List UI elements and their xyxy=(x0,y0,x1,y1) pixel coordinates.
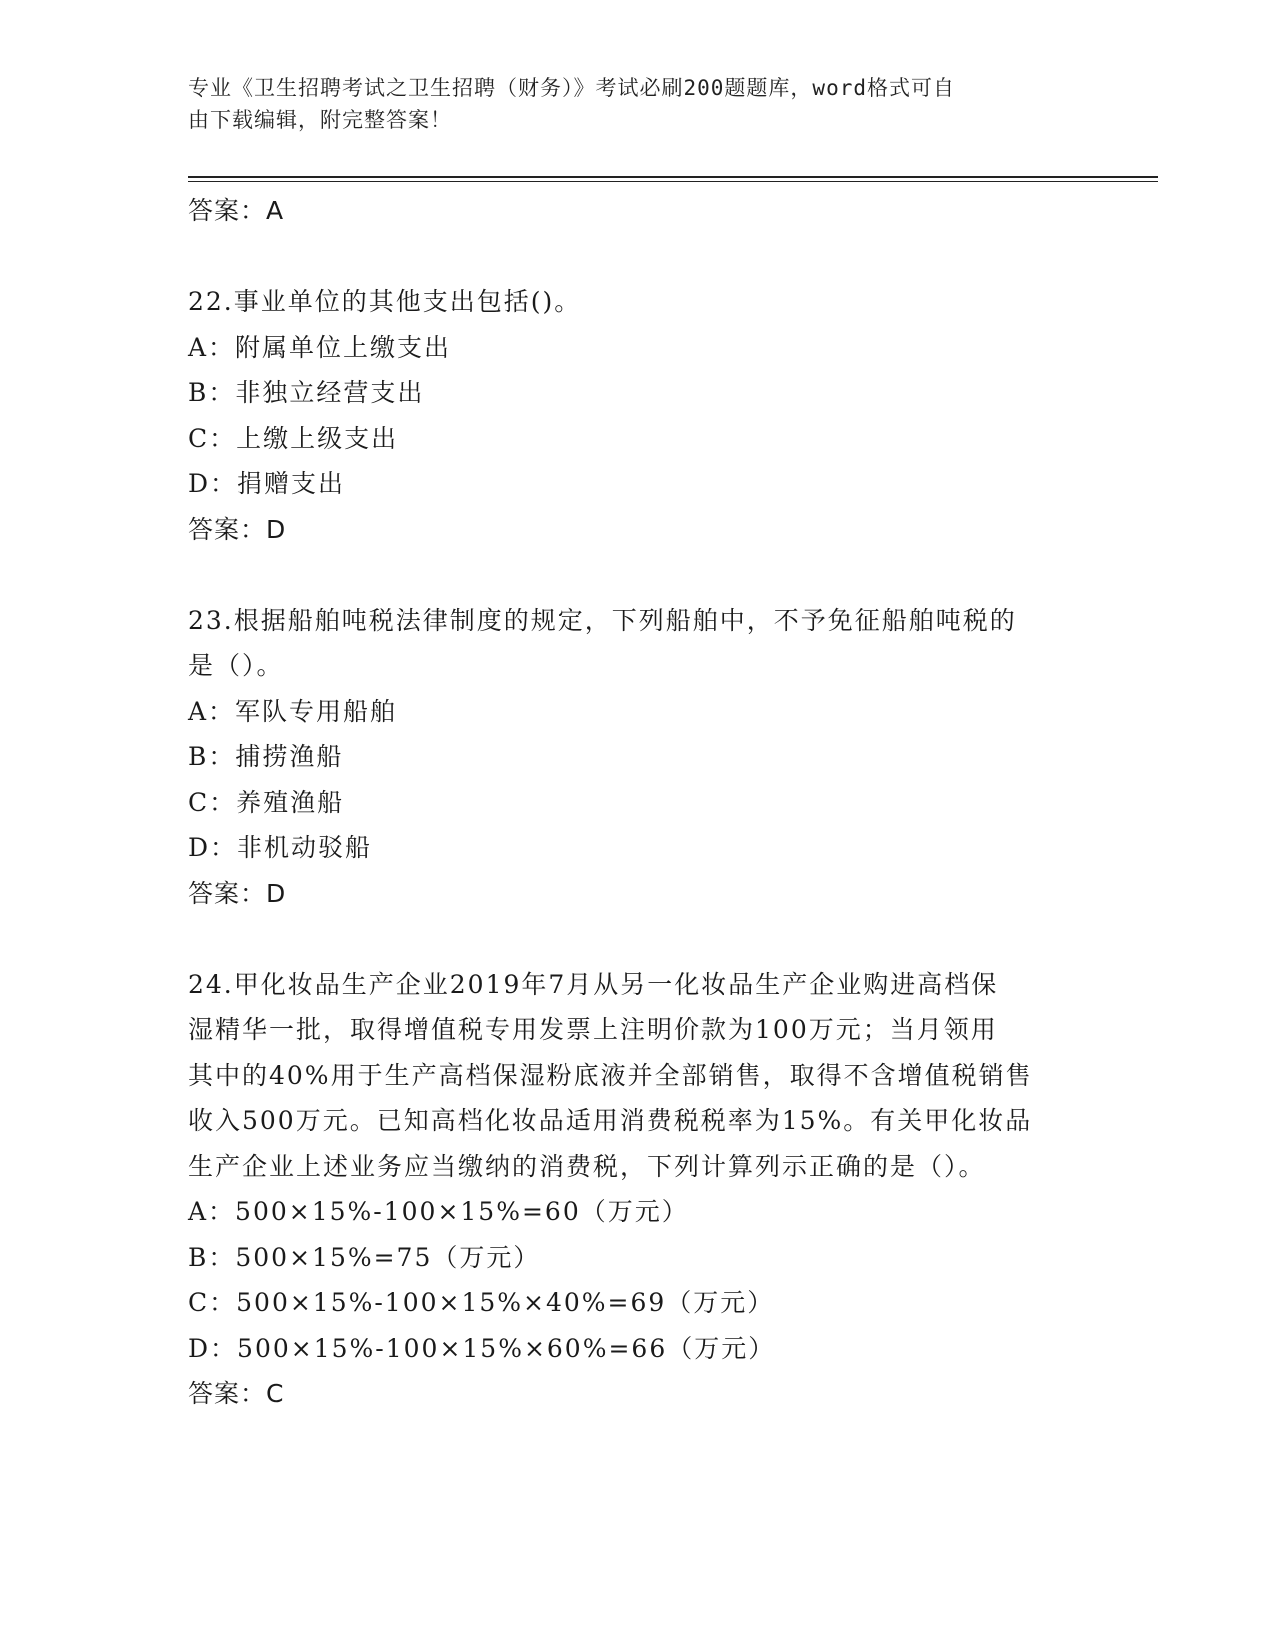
question-24 xyxy=(188,962,1088,1417)
question-23-text-line-2: 是（）。 xyxy=(188,651,284,680)
question-22-text: 22.事业单位的其他支出包括()。 xyxy=(188,287,582,316)
question-24-option-c: C：500×15%-100×15%×40%=69（万元） xyxy=(188,1288,775,1317)
header-divider-thin xyxy=(188,181,1158,182)
question-24-answer: 答案：C xyxy=(188,1379,285,1408)
spacer xyxy=(188,234,1088,280)
question-24-text-line-5: 生产企业上述业务应当缴纳的消费税，下列计算列示正确的是（）。 xyxy=(188,1151,986,1181)
question-24-text-line-4: 收入500万元。已知高档化妆品适用消费税税率为15%。有关甲化妆品 xyxy=(188,1106,1033,1135)
question-22 xyxy=(188,279,1088,552)
question-24-option-d: D：500×15%-100×15%×60%=66（万元） xyxy=(188,1333,776,1363)
question-24-text-line-1: 24.甲化妆品生产企业2019年7月从另一化妆品生产企业购进高档保 xyxy=(188,969,999,999)
spacer xyxy=(188,916,1088,962)
question-22-answer: 答案：D xyxy=(188,514,287,544)
question-23-option-d: D：非机动驳船 xyxy=(188,833,373,862)
question-23-option-b: B：捕捞渔船 xyxy=(188,742,344,771)
question-22-option-b: B：非独立经营支出 xyxy=(188,378,425,407)
document-header xyxy=(188,72,1068,136)
document-body xyxy=(188,188,1088,1417)
question-23-text-line-1: 23.根据船舶吨税法律制度的规定，下列船舶中，不予免征船舶吨税的 xyxy=(188,605,1017,635)
question-24-text-line-3: 其中的40%用于生产高档保湿粉底液并全部销售，取得不含增值税销售 xyxy=(188,1060,1033,1090)
question-24-option-b: B：500×15%=75（万元） xyxy=(188,1242,541,1272)
header-line-1: 专业《卫生招聘考试之卫生招聘（财务）》考试必刷200题题库，word格式可自 xyxy=(188,76,955,100)
header-divider-thick xyxy=(188,176,1158,178)
question-22-option-c: C：上缴上级支出 xyxy=(188,423,399,453)
previous-answer: 答案：A xyxy=(188,196,285,225)
question-22-option-a: A：附属单位上缴支出 xyxy=(188,332,452,362)
question-23 xyxy=(188,598,1088,917)
question-23-answer: 答案：D xyxy=(188,878,287,908)
question-22-option-d: D：捐赠支出 xyxy=(188,469,346,498)
question-23-option-c: C：养殖渔船 xyxy=(188,787,345,817)
header-line-2: 由下载编辑，附完整答案！ xyxy=(188,108,452,132)
question-23-option-a: A：军队专用船舶 xyxy=(188,696,398,726)
question-24-text-line-2: 湿精华一批，取得增值税专用发票上注明价款为100万元；当月领用 xyxy=(188,1015,998,1044)
question-24-option-a: A：500×15%-100×15%=60（万元） xyxy=(188,1197,689,1226)
spacer xyxy=(188,552,1088,598)
